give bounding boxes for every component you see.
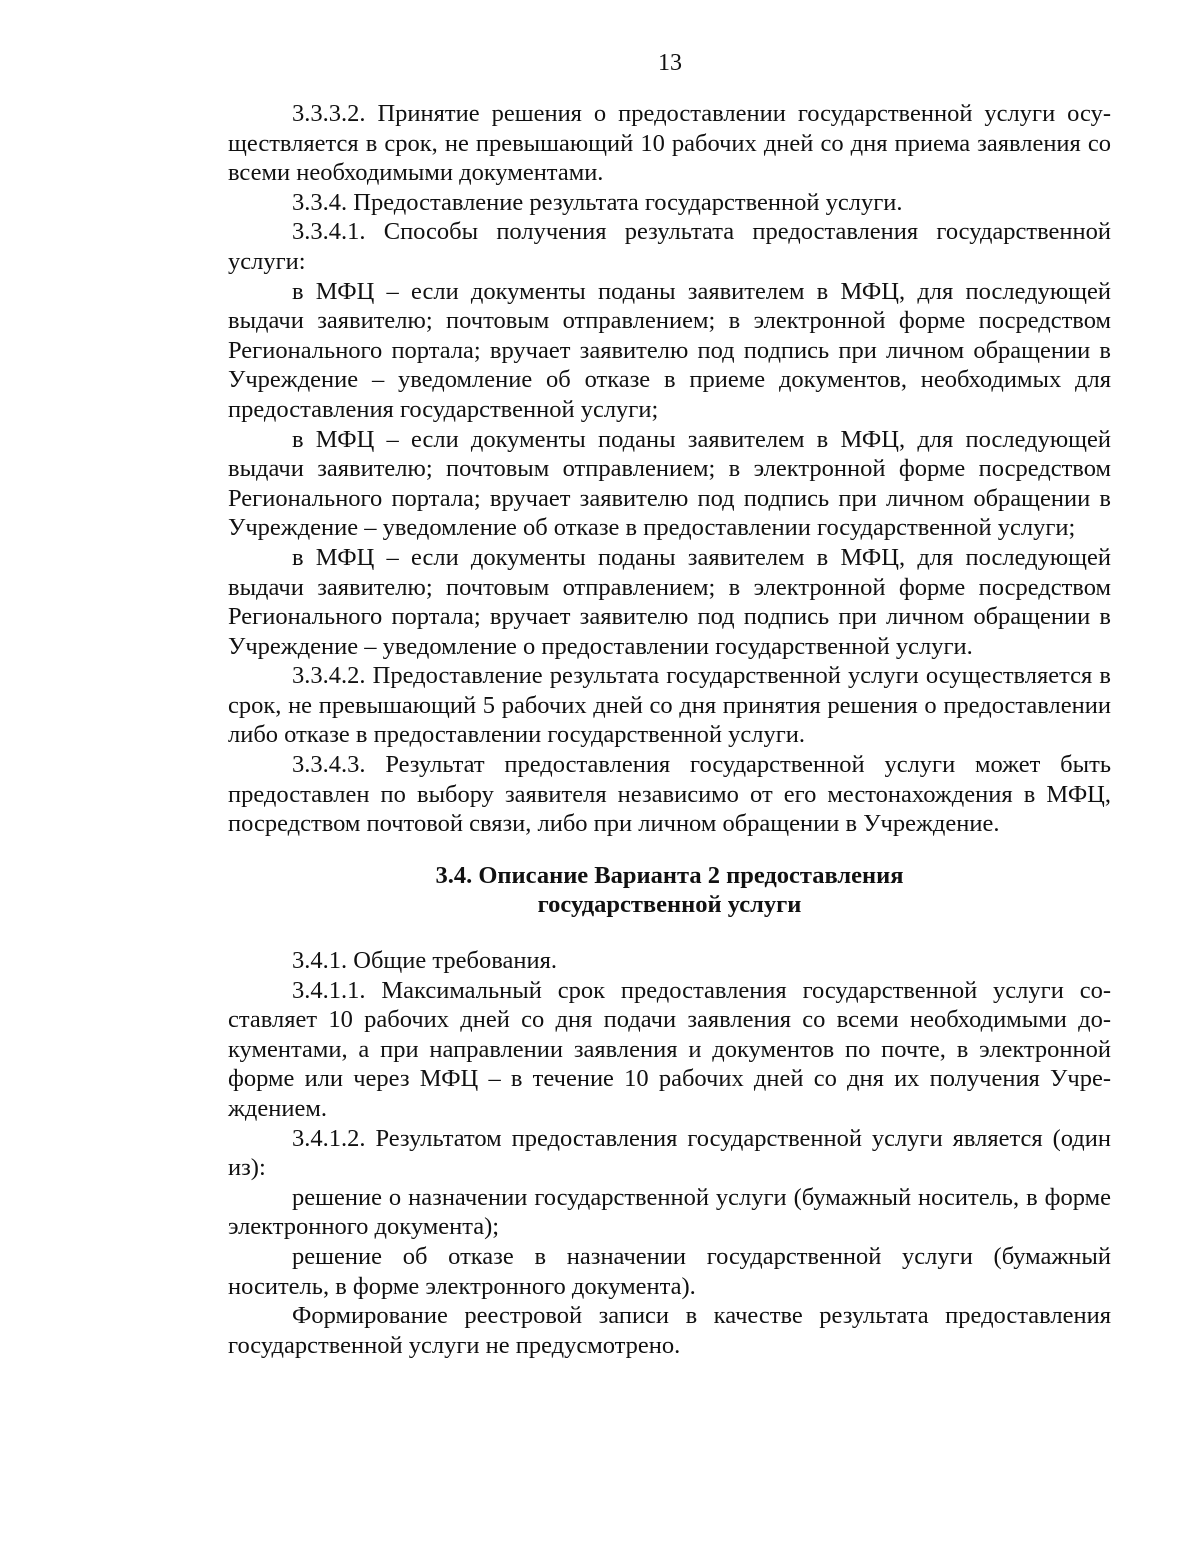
paragraph-decision-refusal: решение об отказе в назначении государственной услуги (бумажный носитель, в форме электронного документа). [228,1242,1111,1300]
paragraph-mfc-provision-notice: в МФЦ – если документы поданы заявителем в МФЦ, для последующей выдачи заявителю; почтовым отправлением; в электронной форме посредством Регионального портала; вручает заявителю под подпись при личном обращении в Учреждение – уведомление о предоставлении государственной услуги. [228,543,1111,660]
page-number: 13 [658,50,682,76]
section-heading [228,861,1111,920]
paragraph-mfc-refusal-provision: в МФЦ – если документы поданы заявителем в МФЦ, для последующей выдачи заявителю; почтовым отправлением; в электронной форме посредством Регионального портала; вручает заявителю под подпись при личном обращении в Учреждение – уведомление об отказе в предоставлении государственной услуги; [228,425,1111,542]
section-heading-line-1: 3.4. Описание Варианта 2 предоставления [435,861,904,889]
paragraph-3-4-1-1: 3.4.1.1. Максимальный срок предоставления государственной услуги составляет 10 рабочих дней со дня подачи заявления со всеми необходимыми документами, а при направлении заявления и документов по почте, в электронной форме или через МФЦ – в течение 10 рабочих дней со дня их получения Учреждением. [228,976,1111,1122]
paragraph-3-4-1-2: 3.4.1.2. Результатом предоставления государственной услуги является (один из): [228,1124,1111,1182]
paragraph-3-3-4-1: 3.3.4.1. Способы получения результата предоставления государственной услуги: [228,218,1111,275]
paragraph-3-3-4-2: 3.3.4.2. Предоставление результата государственной услуги осуществляется в срок, не превышающий 5 рабочих дней со дня принятия решения о предоставлении либо отказе в предоставлении государственной услуги. [228,662,1111,749]
paragraph-3-3-3-2: 3.3.3.2. Принятие решения о предоставлении государственной услуги осуществляется в срок, не превышающий 10 рабочих дней со дня приема заявления со всеми необходимыми документами. [228,100,1111,187]
section-heading-line-2: государственной услуги [537,891,802,919]
paragraph-registry-record: Формирование реестровой записи в качестве результата предоставления государственной услуги не предусмотрено. [228,1302,1111,1359]
document-body [228,99,1111,1360]
paragraph-decision-approval: решение о назначении государственной услуги (бумажный носитель, в форме электронного документа); [228,1183,1111,1241]
paragraph-3-3-4-3: 3.3.4.3. Результат предоставления государственной услуги может быть предоставлен по выбору заявителя независимо от его местонахождения в МФЦ, посредством почтовой связи, либо при личном обращении в Учреждение. [228,751,1111,838]
paragraph-3-3-4: 3.3.4. Предоставление результата государственной услуги. [292,188,903,216]
paragraph-mfc-refusal-acceptance: в МФЦ – если документы поданы заявителем в МФЦ, для последующей выдачи заявителю; почтовым отправлением; в электронной форме посредством Регионального портала; вручает заявителю под подпись при личном обращении в Учреждение – уведомление об отказе в приеме документов, необходимых для предоставления государственной услуги; [228,277,1111,423]
paragraph-3-4-1: 3.4.1. Общие требования. [292,947,557,975]
